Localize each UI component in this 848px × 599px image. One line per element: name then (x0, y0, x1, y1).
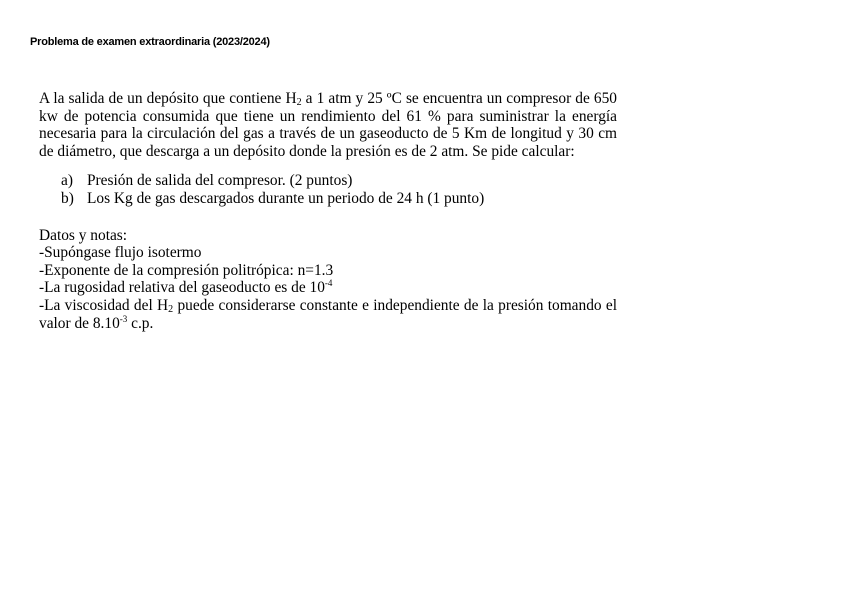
statement-part-1: A la salida de un depósito que contiene H (39, 90, 297, 107)
list-item (61, 172, 617, 190)
h2-subscript: 2 (168, 303, 174, 315)
question-list (39, 172, 617, 207)
note-roughness-text: -La rugosidad relativa del gaseoducto es de 10 (39, 279, 325, 297)
page-title: Problema de examen extraordinaria (2023/2024) (30, 36, 270, 48)
note-polytropic: -Exponente de la compresión politrópica: n=1.3 (39, 261, 334, 279)
question-text: Presión de salida del compresor. (2 puntos) (87, 172, 353, 190)
roughness-exponent: -4 (324, 278, 333, 289)
list-item (61, 190, 617, 208)
question-marker: b) (61, 189, 74, 207)
notes-heading: Datos y notas: (39, 226, 128, 244)
problem-content (39, 90, 617, 332)
question-text: Los Kg de gas descargados durante un periodo de 24 h (1 punto) (87, 189, 485, 207)
note-viscosity-text-a: -La viscosidad del H (39, 296, 169, 314)
note-viscosity-text-c: c.p. (127, 314, 154, 332)
problem-statement (39, 90, 617, 160)
statement-part-2: a 1 atm y 25 ºC se encuentra un compresor de 650 kw de potencia consumida que tiene un rendimiento del 61 % para suministrar la energía necesaria para la circulación del gas a través de un gaseoducto de 5 Km de longitud y 30 cm de diámetro, que descarga a un depósito donde la presión es de 2 atm. Se pide calcular: (39, 90, 618, 160)
note-roughness (39, 279, 617, 297)
h2-subscript: 2 (296, 97, 302, 108)
viscosity-exponent: -3 (119, 313, 128, 324)
note-viscosity (39, 297, 617, 332)
question-marker: a) (61, 172, 73, 190)
notes-section (39, 227, 617, 333)
note-isothermal: -Supóngase flujo isotermo (39, 244, 202, 262)
note-viscosity-text-b: puede considerarse constante e independiente de la presión tomando el valor de 8.10 (39, 296, 617, 332)
